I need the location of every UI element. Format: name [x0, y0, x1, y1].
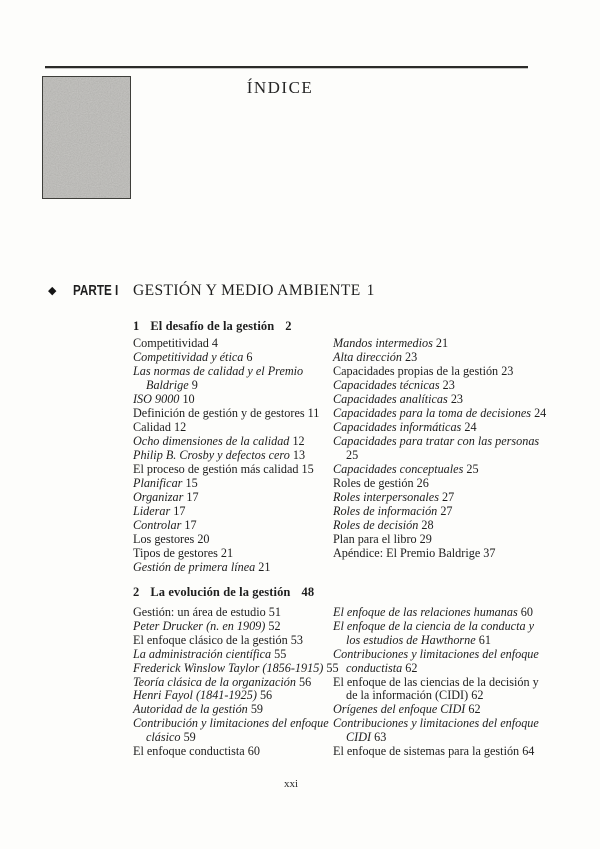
toc-entry-page-number: 62: [465, 702, 481, 717]
toc-entry-text: Frederick Winslow Taylor (1856-1915): [133, 660, 324, 675]
toc-entry-text: Competitividad y ética: [133, 350, 244, 364]
toc-entry-page-number: 62: [468, 688, 484, 703]
toc-entry-page-number: 11: [304, 406, 320, 420]
toc-entry: [133, 532, 338, 546]
toc-entry-text: Plan para el libro: [333, 532, 417, 546]
toc-entry-text: de la información (CIDI): [346, 688, 469, 703]
toc-entry-text: Orígenes del enfoque CIDI: [333, 702, 466, 717]
toc-entry-page-number: 56: [256, 688, 273, 703]
header-rule: [45, 66, 528, 68]
toc-entry-text: Autoridad de la gestión: [133, 702, 248, 717]
toc-entry: [333, 703, 548, 717]
toc-entry-text: Capacidades informáticas: [333, 420, 462, 434]
toc-entry-text: Roles de decisión: [333, 518, 419, 532]
toc-entry-text: Mandos intermedios: [333, 336, 433, 350]
toc-entry-text: La administración científica: [133, 646, 272, 661]
toc-entry: [333, 518, 548, 532]
toc-entry-text: Roles de información: [333, 504, 438, 518]
toc-entry-text: Capacidades para tratar con las personas: [333, 434, 540, 448]
toc-entry-text: El enfoque de la ciencia de la conducta y: [333, 618, 535, 633]
toc-entry-text: Planificar: [133, 476, 183, 490]
toc-entry-text: Capacidades analíticas: [333, 392, 448, 406]
toc-entry-text: Gestión de primera línea: [133, 560, 256, 574]
toc-entry-page-number: 24: [531, 406, 547, 420]
toc-entry: [133, 336, 338, 350]
toc-entry-page-number: 27: [437, 504, 453, 518]
toc-entry-page-number: 23: [439, 378, 455, 392]
toc-entry-page-number: 17: [183, 490, 199, 504]
chapter-2-heading: [133, 585, 314, 600]
chapter-1-left-column: [133, 336, 338, 574]
toc-entry: [133, 662, 338, 676]
toc-entry-text: Roles de gestión: [333, 476, 414, 490]
toc-entry-page-number: 26: [413, 476, 429, 490]
page-title: ÍNDICE: [246, 78, 314, 97]
toc-entry: [133, 490, 338, 504]
toc-entry: [333, 476, 548, 490]
part-title-text: GESTIÓN Y MEDIO AMBIENTE: [133, 282, 361, 299]
toc-entry-text: El enfoque clásico de la gestión: [133, 632, 288, 647]
chapter-1-heading: [133, 319, 292, 334]
toc-entry-page-number: 6: [243, 350, 253, 364]
toc-entry-text: El proceso de gestión más calidad: [133, 462, 299, 476]
toc-entry: [333, 689, 548, 703]
toc-entry-page-number: 51: [265, 605, 281, 619]
chapter-2-left-column: [133, 606, 338, 759]
toc-entry-page-number: 23: [401, 350, 418, 364]
toc-entry: [133, 546, 338, 560]
toc-entry-text: clásico: [146, 730, 181, 745]
image-placeholder: [42, 76, 131, 199]
toc-entry-page-number: 21: [217, 546, 234, 560]
toc-entry: [133, 648, 338, 662]
toc-entry-text: Apéndice: El Premio Baldrige: [333, 546, 481, 560]
toc-entry-page-number: 24: [461, 420, 477, 434]
toc-entry-page-number: 12: [170, 420, 187, 434]
toc-entry: [333, 532, 548, 546]
toc-entry: [133, 462, 338, 476]
toc-entry: [133, 350, 338, 364]
toc-entry-page-number: 60: [517, 605, 533, 619]
toc-entry-text: El enfoque de las relaciones humanas: [333, 605, 518, 619]
toc-entry: [133, 676, 338, 690]
toc-entry: [333, 434, 548, 448]
chapter-page-number: 2: [285, 319, 292, 333]
toc-entry: [333, 717, 548, 731]
toc-entry-page-number: 23: [447, 392, 463, 406]
toc-entry-page-number: 15: [182, 476, 198, 490]
part-label: PARTE I: [73, 282, 119, 299]
toc-entry-page-number: 28: [418, 518, 434, 532]
toc-entry-text: Peter Drucker (n. en 1909): [133, 618, 266, 633]
folio-page-number: xxi: [283, 778, 299, 790]
toc-entry: [333, 745, 548, 759]
diamond-bullet-icon: ◆: [48, 284, 57, 297]
toc-entry-text: Baldrige: [146, 378, 189, 392]
part-title: [133, 282, 375, 300]
toc-entry: [333, 731, 548, 745]
toc-entry-text: El enfoque de sistemas para la gestión: [333, 744, 520, 759]
toc-entry-page-number: 56: [295, 674, 312, 689]
toc-entry: [333, 676, 548, 690]
toc-entry-page-number: 63: [371, 730, 387, 745]
toc-entry-page-number: 29: [416, 532, 432, 546]
toc-entry-text: Capacidades conceptuales: [333, 462, 464, 476]
toc-entry-text: Los gestores: [133, 532, 195, 546]
toc-entry-text: Capacidades propias de la gestión: [333, 364, 499, 378]
toc-entry: [133, 420, 338, 434]
toc-entry-page-number: 4: [208, 336, 218, 350]
toc-entry-page-number: 59: [180, 730, 196, 745]
toc-entry: [133, 378, 338, 392]
toc-entry-page-number: 59: [247, 702, 263, 717]
chapter-2-right-column: [333, 606, 548, 759]
toc-entry-page-number: 20: [194, 532, 210, 546]
chapter-title: La evolución de la gestión: [150, 585, 291, 599]
chapter-number: 1: [133, 319, 140, 333]
toc-entry-page-number: 53: [287, 632, 303, 647]
chapter-title: El desafío de la gestión: [150, 319, 275, 333]
toc-entry-text: Controlar: [133, 518, 182, 532]
toc-entry-page-number: 55: [323, 660, 339, 675]
toc-entry-page-number: 10: [179, 392, 195, 406]
toc-entry-text: Contribuciones y limitaciones del enfoque: [333, 716, 539, 731]
toc-entry-text: Tipos de gestores: [133, 546, 218, 560]
toc-entry: [333, 406, 548, 420]
toc-entry: [133, 745, 338, 759]
toc-entry-text: Contribución y limitaciones del enfoque: [133, 716, 329, 731]
chapter-number: 2: [133, 585, 140, 599]
toc-entry-text: Teoría clásica de la organización: [133, 674, 296, 689]
toc-entry-page-number: 25: [346, 448, 359, 462]
toc-entry: [333, 648, 548, 662]
toc-entry: [333, 546, 548, 560]
toc-entry-text: Calidad: [133, 420, 171, 434]
toc-entry-page-number: 25: [463, 462, 479, 476]
toc-entry-page-number: 23: [498, 364, 514, 378]
toc-entry: [133, 634, 338, 648]
toc-entry-page-number: 17: [181, 518, 197, 532]
toc-entry-text: Philip B. Crosby y defectos cero: [133, 448, 290, 462]
toc-entry-text: Roles interpersonales: [333, 490, 439, 504]
toc-entry: [133, 731, 338, 745]
toc-entry-text: Henri Fayol (1841-1925): [133, 688, 257, 703]
toc-entry: [333, 490, 548, 504]
toc-entry-page-number: 9: [188, 378, 198, 392]
toc-entry-text: Ocho dimensiones de la calidad: [133, 434, 290, 448]
toc-entry: [333, 620, 548, 634]
toc-entry: [333, 662, 548, 676]
toc-entry-text: los estudios de Hawthorne: [346, 632, 476, 647]
toc-entry: [333, 634, 548, 648]
toc-entry: [133, 476, 338, 490]
toc-entry: [133, 392, 338, 406]
toc-entry-text: El enfoque de las ciencias de la decisión y: [333, 674, 539, 689]
toc-entry: [133, 606, 338, 620]
toc-entry-page-number: 62: [402, 660, 418, 675]
chapter-page-number: 48: [301, 585, 315, 599]
toc-entry-text: Contribuciones y limitaciones del enfoque: [333, 646, 539, 661]
toc-entry-page-number: 17: [170, 504, 186, 518]
toc-entry-text: CIDI: [346, 730, 372, 745]
toc-entry-text: conductista: [346, 660, 403, 675]
toc-entry: [133, 364, 338, 378]
toc-entry-page-number: 52: [265, 618, 281, 633]
part-page-number: 1: [366, 282, 375, 299]
toc-entry: [133, 434, 338, 448]
toc-entry-page-number: 27: [438, 490, 455, 504]
toc-entry-text: Alta dirección: [333, 350, 402, 364]
toc-entry-page-number: 64: [519, 744, 535, 759]
toc-entry-page-number: 37: [480, 546, 496, 560]
toc-entry: [133, 504, 338, 518]
part-heading: [0, 282, 600, 302]
toc-entry: [133, 689, 338, 703]
toc-entry: [133, 560, 338, 574]
toc-entry-text: Gestión: un área de estudio: [133, 605, 266, 619]
toc-entry-text: Liderar: [133, 504, 171, 518]
toc-entry: [333, 378, 548, 392]
toc-entry: [133, 518, 338, 532]
toc-entry-text: Competitividad: [133, 336, 209, 350]
toc-entry-page-number: 60: [244, 744, 260, 759]
toc-entry-text: Las normas de calidad y el Premio: [133, 364, 304, 378]
toc-entry: [333, 420, 548, 434]
toc-entry: [133, 406, 338, 420]
toc-entry: [133, 448, 338, 462]
toc-entry-page-number: 13: [289, 448, 306, 462]
toc-entry: [333, 364, 548, 378]
chapter-1-right-column: [333, 336, 548, 560]
toc-entry-page-number: 61: [475, 632, 491, 647]
toc-entry: [133, 703, 338, 717]
toc-entry-page-number: 55: [271, 646, 287, 661]
toc-entry: [333, 448, 548, 462]
toc-entry-page-number: 15: [298, 462, 314, 476]
toc-entry-text: Organizar: [133, 490, 184, 504]
toc-entry: [133, 620, 338, 634]
toc-entry: [333, 462, 548, 476]
toc-entry-page-number: 21: [432, 336, 449, 350]
toc-entry-page-number: 12: [289, 434, 305, 448]
toc-entry-text: ISO 9000: [133, 392, 180, 406]
toc-entry: [333, 504, 548, 518]
toc-entry-text: Capacidades técnicas: [333, 378, 440, 392]
toc-entry: [333, 336, 548, 350]
toc-entry-text: Capacidades para la toma de decisiones: [333, 406, 532, 420]
noise-texture: [43, 77, 130, 198]
toc-entry: [333, 392, 548, 406]
toc-entry-text: Definición de gestión y de gestores: [133, 406, 305, 420]
toc-entry: [333, 606, 548, 620]
toc-entry-page-number: 21: [255, 560, 271, 574]
toc-entry-text: El enfoque conductista: [133, 744, 245, 759]
toc-entry: [133, 717, 338, 731]
toc-entry: [333, 350, 548, 364]
